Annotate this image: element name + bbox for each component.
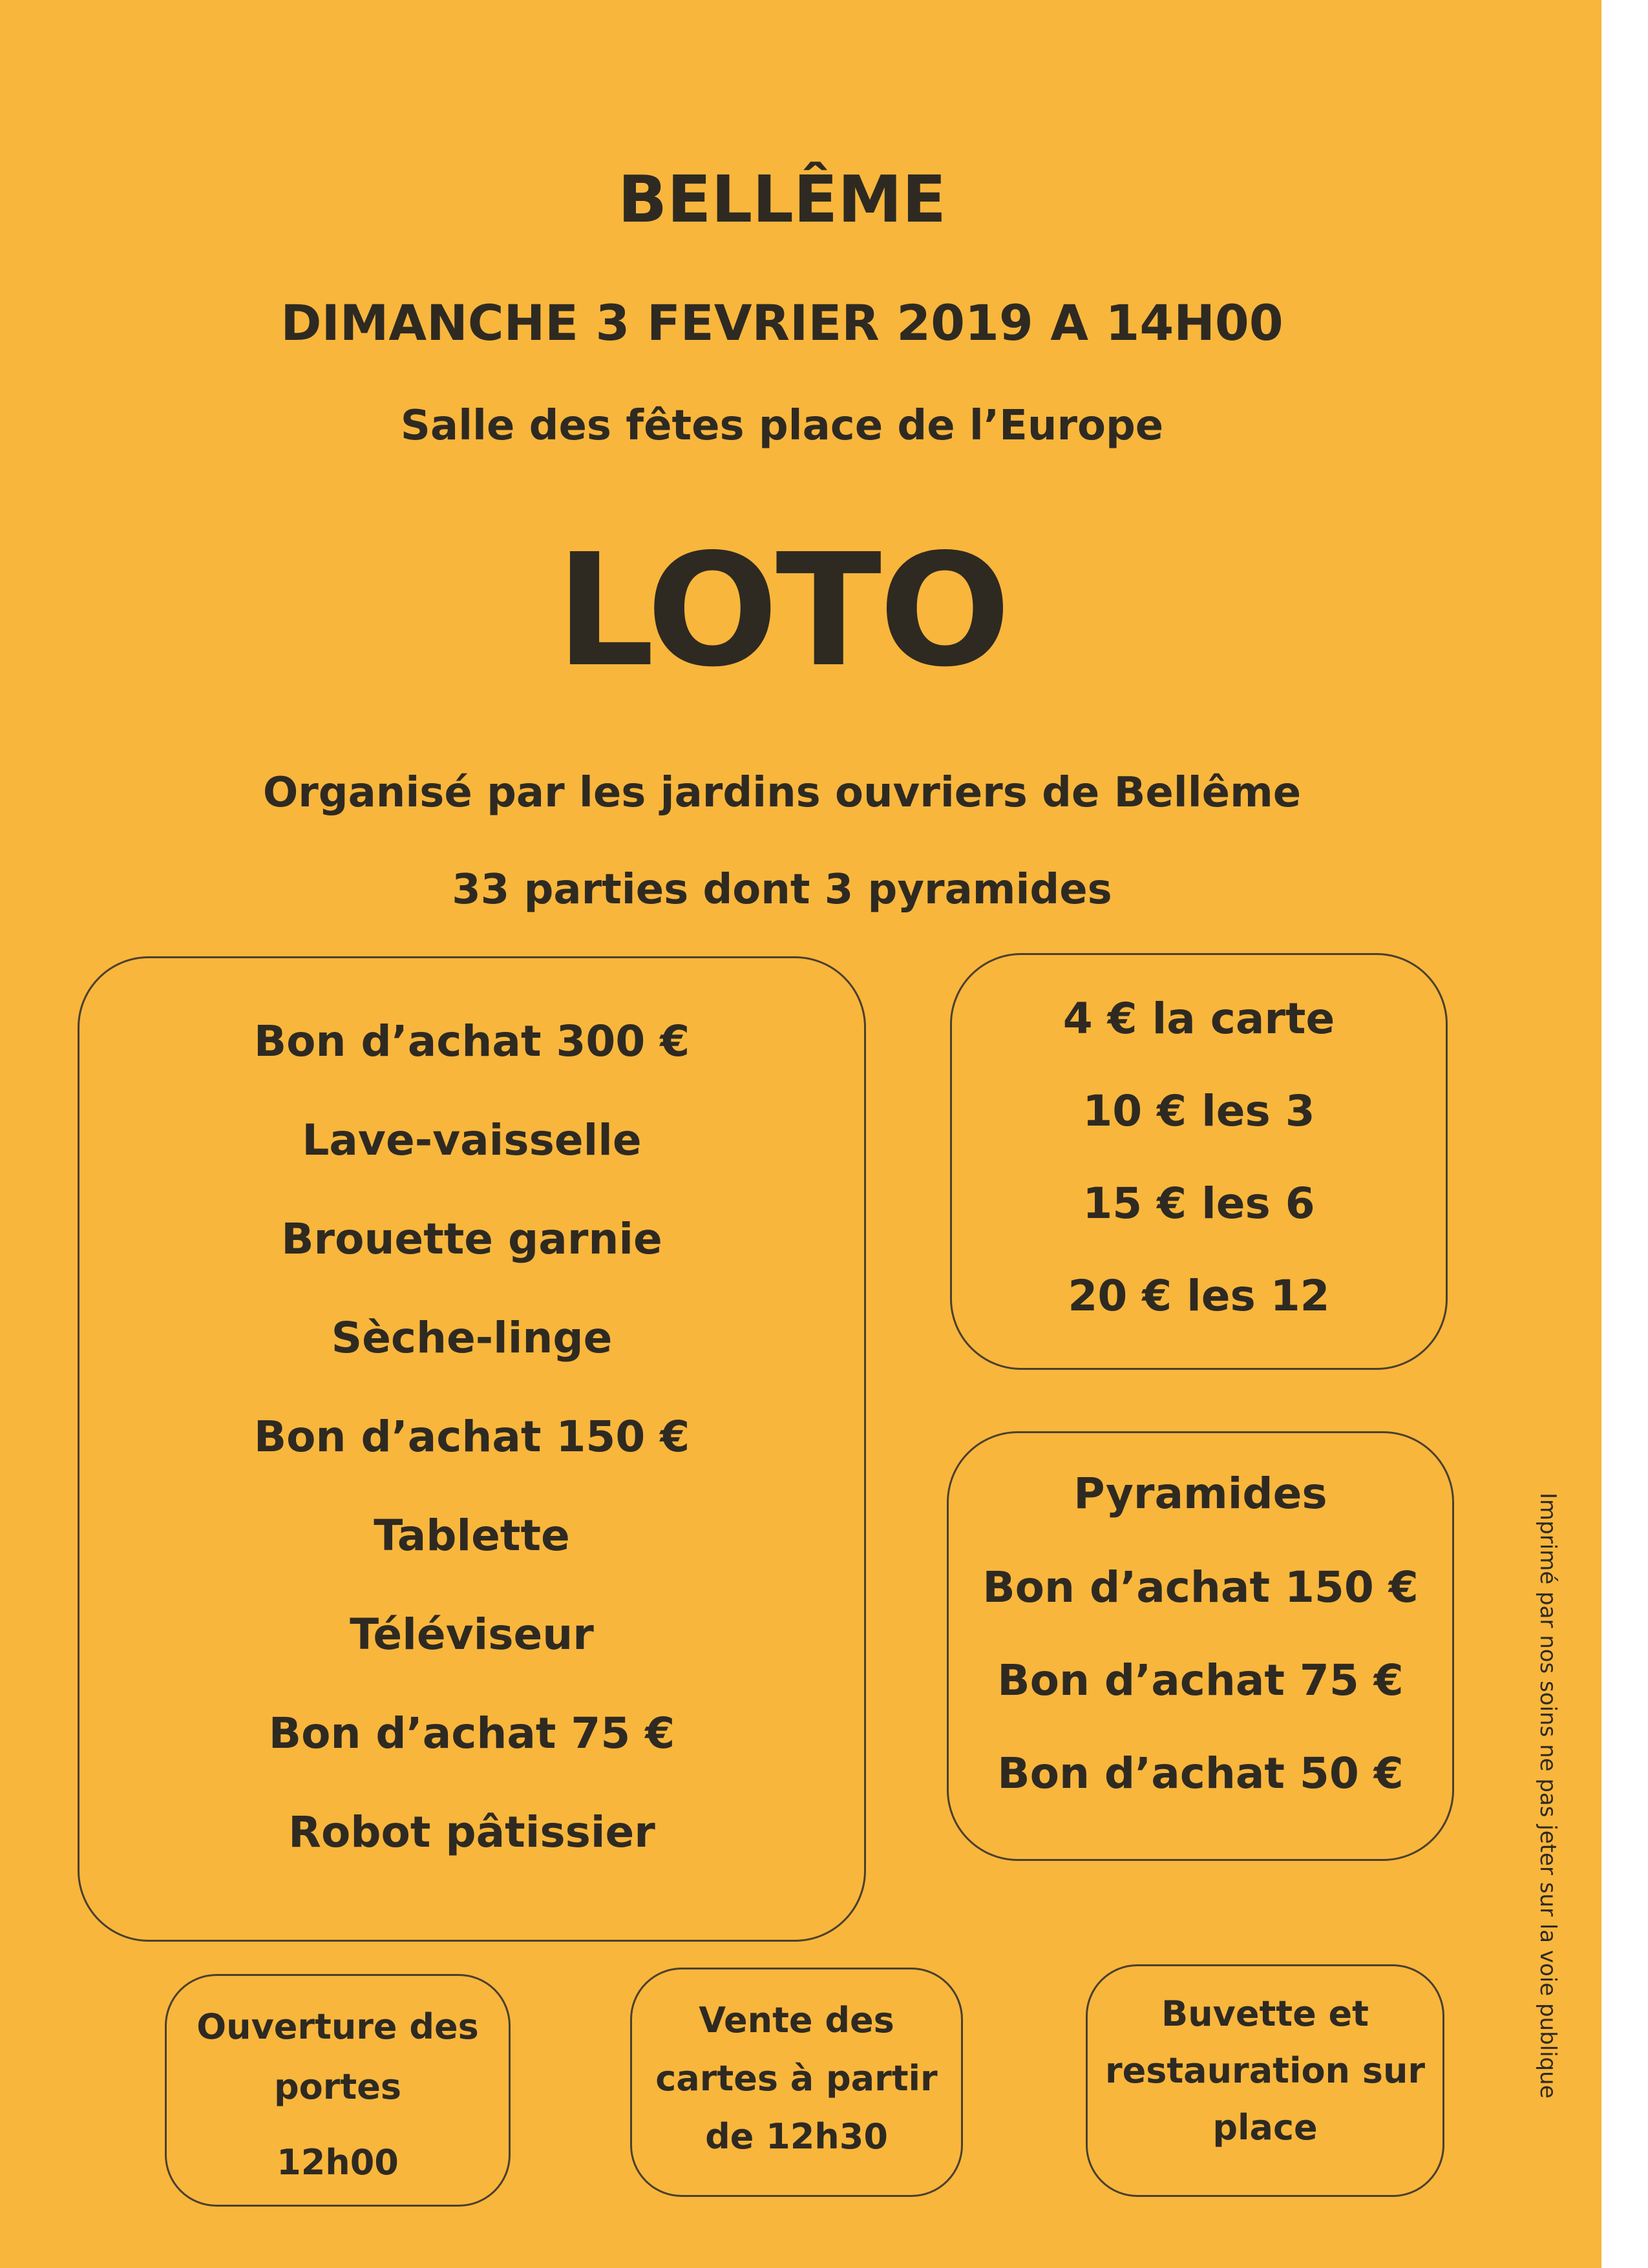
prize-item: Bon d’achat 75 €: [268, 1708, 675, 1758]
prize-item: Sèche-linge: [331, 1313, 613, 1363]
organizer-line: Organisé par les jardins ouvriers de Bellême: [262, 769, 1302, 817]
price-item: 15 € les 6: [1083, 1179, 1315, 1228]
prize-item: Brouette garnie: [281, 1214, 662, 1264]
pyramides-title: Pyramides: [1073, 1469, 1327, 1518]
card-sale-line: Vente des: [699, 2000, 894, 2041]
pyramide-prize: Bon d’achat 75 €: [997, 1655, 1404, 1705]
event-venue: Salle des fêtes place de l’Europe: [400, 402, 1164, 450]
town-heading: BELLÊME: [617, 162, 947, 237]
event-title: LOTO: [555, 520, 1009, 701]
buvette-line: restauration sur: [1104, 2050, 1426, 2091]
prize-item: Bon d’achat 150 €: [253, 1412, 690, 1462]
opening-line: Ouverture des: [196, 2006, 479, 2047]
prize-item: Téléviseur: [350, 1610, 594, 1659]
card-sale-line: de 12h30: [705, 2116, 888, 2157]
price-item: 4 € la carte: [1062, 994, 1335, 1044]
buvette-line: place: [1212, 2107, 1318, 2148]
pyramides-box: [947, 1431, 1454, 1861]
pyramide-prize: Bon d’achat 50 €: [997, 1748, 1404, 1798]
card-prices-box: [950, 953, 1448, 1370]
opening-time: 12h00: [277, 2142, 399, 2183]
prize-item: Bon d’achat 300 €: [253, 1016, 690, 1066]
print-notice: Imprimé par nos soins ne pas jeter sur la voie publique: [1535, 1493, 1561, 2099]
prize-item: Tablette: [374, 1511, 570, 1560]
prizes-box: [78, 956, 866, 1942]
prize-item: Robot pâtissier: [288, 1807, 655, 1857]
pyramide-prize: Bon d’achat 150 €: [982, 1562, 1419, 1612]
games-count: 33 parties dont 3 pyramides: [452, 866, 1112, 914]
opening-line: portes: [274, 2066, 401, 2107]
event-date: DIMANCHE 3 FEVRIER 2019 A 14H00: [280, 294, 1284, 352]
prize-item: Lave-vaisselle: [302, 1115, 642, 1165]
buvette-box: [1086, 1964, 1444, 2197]
card-sale-line: cartes à partir: [655, 2058, 938, 2099]
card-sale-box: [630, 1968, 963, 2197]
price-item: 20 € les 12: [1068, 1271, 1330, 1321]
buvette-line: Buvette et: [1161, 1993, 1369, 2034]
price-item: 10 € les 3: [1083, 1086, 1315, 1136]
opening-box: [165, 1974, 511, 2207]
